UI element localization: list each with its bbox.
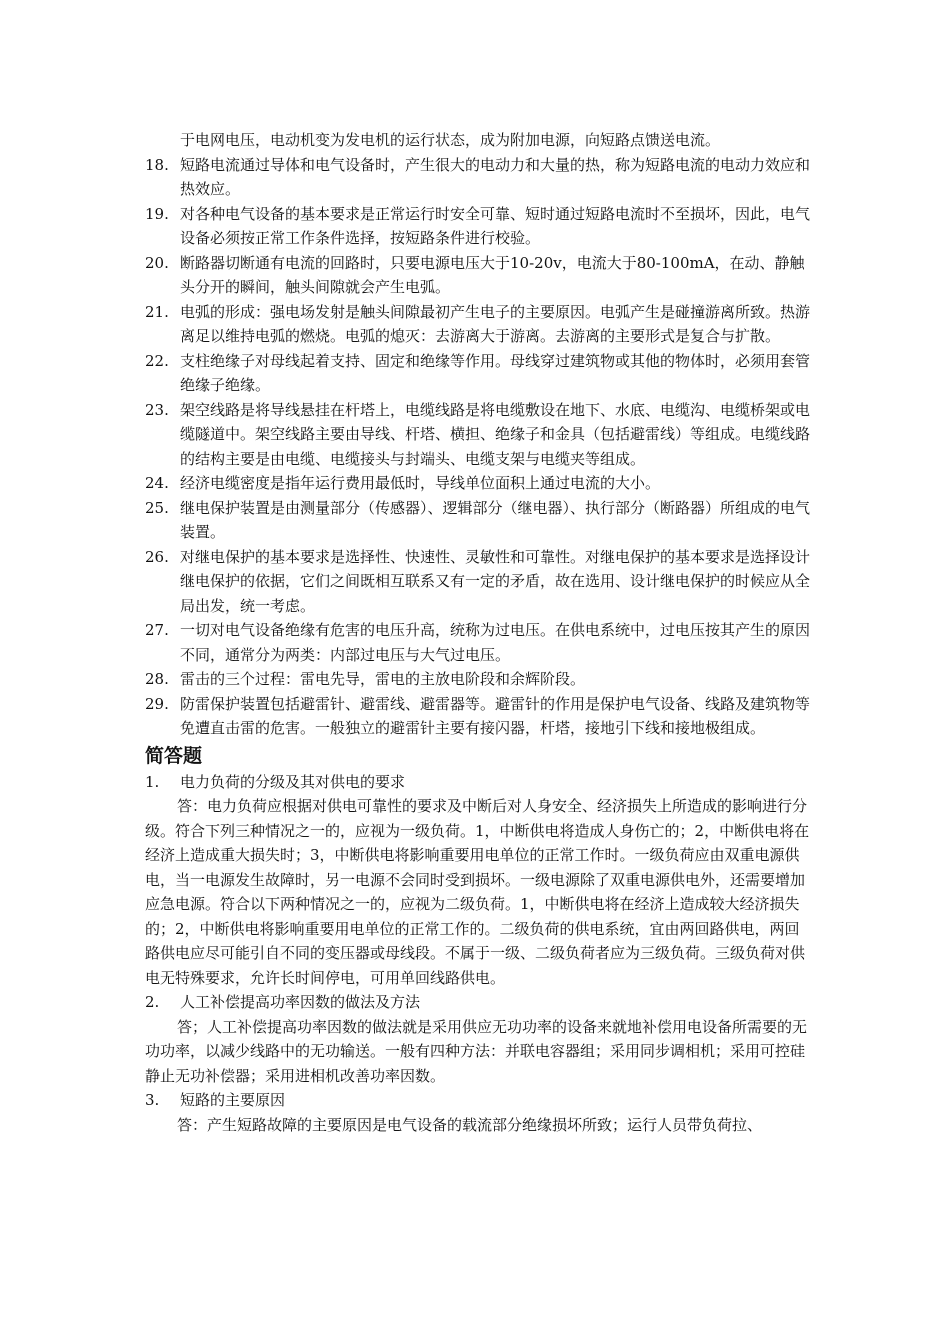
continuation-line: 于电网电压，电动机变为发电机的运行状态，成为附加电源，向短路点馈送电流。 (180, 131, 721, 149)
item-text: 断路器切断通有电流的回路时，只要电源电压大于10-20v，电流大于80-100mA，在动、静触头分开的瞬间，触头间隙就会产生电弧。 (180, 253, 805, 296)
list-item (145, 202, 810, 251)
item-number: 21. (145, 302, 169, 321)
list-item (145, 251, 810, 300)
question-number: 2. (145, 993, 160, 1011)
list-item (145, 349, 810, 398)
item-number: 29. (145, 694, 169, 713)
item-text: 电弧的形成：强电场发射是触头间隙最初产生电子的主要原因。电弧产生是碰撞游离所致。热游离足以维持电弧的燃烧。电弧的熄灭：去游离大于游离。去游离的主要形式是复合与扩散。 (180, 302, 811, 345)
item-number: 20. (145, 253, 169, 272)
answer-paragraph: 答：产生短路故障的主要原因是电气设备的载流部分绝缘损坏所致；运行人员带负荷拉、 (177, 1115, 763, 1134)
item-number: 27. (145, 621, 169, 639)
item-number: 22. (145, 351, 169, 370)
list-item (145, 545, 810, 619)
list-item (145, 692, 810, 741)
item-text: 架空线路是将导线悬挂在杆塔上，电缆线路是将电缆敷设在地下、水底、电缆沟、电缆桥架或电缆隧道中。架空线路主要由导线、杆塔、横担、绝缘子和金具（包括避雷线）等组成。电缆线路的结构主要是由电缆、电缆接头与封端头、电缆支架与电缆夹等组成。 (180, 400, 811, 468)
question-block (145, 990, 810, 1088)
answer-paragraph: 答：电力负荷应根据对供电可靠性的要求及中断后对人身安全、经济损失上所造成的影响进行分级。符合下列三种情况之一的，应视为一级负荷。1，中断供电将造成人身伤亡的；2，中断供电将在经济上造成重大损失时；3，中断供电将影响重要用电单位的正常工作时。一级负荷应由双重电源供电，当一电源发生故障时，另一电源不会同时受到损坏。一级电源除了双重电源供电外，还需要增加应急电源。符合以下两种情况之一的，应视为二级负荷。1，中断供电将在经济上造成较大经济损失的；2，中断供电将影响重要用电单位的正常工作的。二级负荷的供电系统，宜由两回路供电，两回路供电应尽可能引自不同的变压器或母线段。不属于一级、二级负荷者应为三级负荷。三级负荷对供电无特殊要求，允许长时间停电，可用单回线路供电。 (145, 797, 810, 987)
item-number: 24. (145, 474, 169, 492)
list-item (145, 471, 810, 496)
item-number: 23. (145, 400, 169, 419)
question-number: 3. (145, 1091, 160, 1109)
question-title (145, 1088, 810, 1113)
question-text: 人工补偿提高功率因数的做法及方法 (180, 993, 421, 1011)
numbered-list (145, 153, 810, 741)
question-list (145, 770, 810, 1138)
list-item (145, 153, 810, 202)
question-title (145, 990, 810, 1015)
item-number: 28. (145, 670, 169, 688)
item-number: 18. (145, 155, 169, 174)
item-text: 一切对电气设备绝缘有危害的电压升高，统称为过电压。在供电系统中，过电压按其产生的原因不同，通常分为两类：内部过电压与大气过电压。 (180, 621, 811, 664)
item-text: 防雷保护装置包括避雷针、避雷线、避雷器等。避雷针的作用是保护电气设备、线路及建筑物等免遭直击雷的危害。一般独立的避雷针主要有接闪器，杆塔，接地引下线和接地极组成。 (180, 694, 811, 737)
question-title (145, 770, 810, 795)
item-number: 25. (145, 498, 169, 517)
item-text: 雷击的三个过程：雷电先导，雷电的主放电阶段和余辉阶段。 (180, 670, 586, 688)
question-number: 1. (145, 772, 160, 791)
item-number: 19. (145, 204, 169, 223)
item-text: 经济电缆密度是指年运行费用最低时，导线单位面积上通过电流的大小。 (180, 474, 661, 492)
question-block (145, 770, 810, 991)
list-item (145, 300, 810, 349)
question-text: 电力负荷的分级及其对供电的要求 (180, 772, 406, 791)
section-heading: 简答题 (145, 744, 203, 767)
item-text: 支柱绝缘子对母线起着支持、固定和绝缘等作用。母线穿过建筑物或其他的物体时，必须用套管绝缘子绝缘。 (180, 351, 811, 394)
item-number: 26. (145, 547, 169, 566)
item-text: 对继电保护的基本要求是选择性、快速性、灵敏性和可靠性。对继电保护的基本要求是选择设计继电保护的依据，它们之间既相互联系又有一定的矛盾，故在选用、设计继电保护的时候应从全局出发，统一考虑。 (180, 547, 811, 615)
item-text: 对各种电气设备的基本要求是正常运行时安全可靠、短时通过短路电流时不至损坏，因此，电气设备必须按正常工作条件选择，按短路条件进行校验。 (180, 204, 811, 247)
list-item (145, 398, 810, 472)
document-body (145, 128, 810, 1137)
item-text: 短路电流通过导体和电气设备时，产生很大的电动力和大量的热，称为短路电流的电动力效应和热效应。 (180, 155, 811, 198)
answer-paragraph: 答；人工补偿提高功率因数的做法就是采用供应无功功率的设备来就地补偿用电设备所需要的无功功率，以减少线路中的无功输送。一般有四种方法：并联电容器组；采用同步调相机；采用可控硅静止无功补偿器；采用进相机改善功率因数。 (145, 1017, 808, 1085)
question-text: 短路的主要原因 (180, 1091, 286, 1109)
list-item (145, 618, 810, 667)
item-text: 继电保护装置是由测量部分（传感器）、逻辑部分（继电器）、执行部分（断路器）所组成的电气装置。 (180, 498, 811, 541)
list-item (145, 667, 810, 692)
question-block (145, 1088, 810, 1137)
list-item (145, 496, 810, 545)
